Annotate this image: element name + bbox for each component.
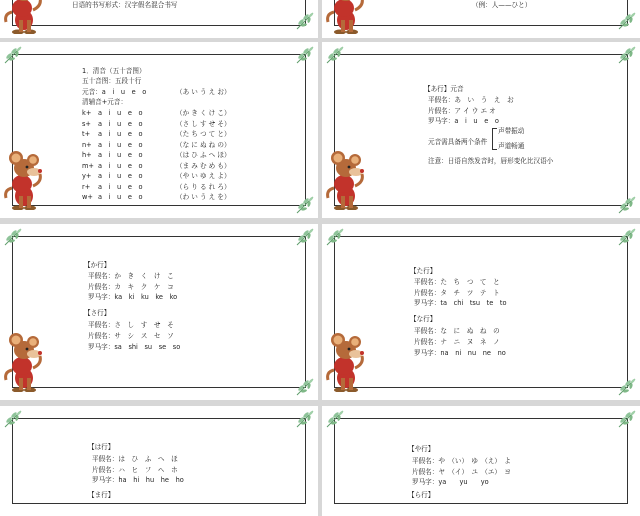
leaf-icon bbox=[324, 408, 346, 430]
row-consonant: y+ bbox=[82, 172, 92, 180]
row-kana: （わ い う え を） bbox=[176, 193, 231, 201]
row-vowels: a i u e o bbox=[98, 193, 143, 201]
hiragana-line: 平假名：あ い う え お bbox=[428, 96, 514, 104]
row-vowels: a i u e o bbox=[98, 172, 143, 180]
row-kana: （ら り る れ ろ） bbox=[176, 182, 231, 191]
leaf-icon bbox=[294, 44, 316, 66]
romaji-line: 罗马字：ha hi hu he ho bbox=[92, 476, 184, 484]
row-kana: （は ひ ふ へ ほ） bbox=[176, 151, 231, 159]
leaf-icon bbox=[616, 194, 638, 216]
row-kana: （か き く け こ） bbox=[176, 109, 231, 117]
heading: 【ら行】 bbox=[408, 491, 435, 499]
row-kana: （や い ゆ え よ） bbox=[176, 172, 231, 180]
slide-frame bbox=[334, 54, 628, 206]
row-consonant: h+ bbox=[82, 151, 92, 159]
row-consonant: t+ bbox=[82, 130, 91, 138]
mouse-illustration bbox=[322, 0, 366, 34]
leaf-icon bbox=[616, 376, 638, 398]
row-vowels: a i u e o bbox=[98, 140, 143, 149]
katakana-line: 片假名：タ チ ツ テ ト bbox=[414, 289, 500, 297]
mouse-illustration bbox=[0, 0, 44, 34]
row-kana: （さ し す せ そ） bbox=[176, 119, 231, 128]
leaf-icon bbox=[2, 44, 24, 66]
slide-5[interactable] bbox=[0, 224, 318, 400]
note: 注意：日语自然发音时，唇形变化比汉语小 bbox=[428, 157, 554, 165]
romaji-line: 罗马字：ka ki ku ke ko bbox=[88, 293, 178, 301]
row-consonant: n+ bbox=[82, 140, 92, 149]
row-vowels: a i u e o bbox=[98, 161, 143, 170]
slide-text: （例：人——ひと） bbox=[472, 1, 532, 9]
heading: 【は行】 bbox=[88, 443, 115, 451]
row-kana: （た ち つ て と） bbox=[176, 130, 231, 138]
katakana-line: 片假名：カ キ ク ケ コ bbox=[88, 283, 174, 291]
slide-text: 日语的书写形式：汉字假名混合书写 bbox=[72, 1, 178, 9]
slide-2[interactable] bbox=[322, 0, 640, 38]
katakana-line: 片假名：サ シ ス セ ソ bbox=[88, 332, 174, 340]
condition-1: 声带振动 bbox=[498, 127, 525, 135]
condition-label: 元音需具备两个条件 bbox=[428, 138, 488, 146]
leaf-icon bbox=[616, 10, 638, 32]
hiragana-line: 平假名：や （い） ゆ （え） よ bbox=[412, 457, 511, 465]
condition-2: 声道畅通 bbox=[498, 142, 525, 150]
leaf-icon bbox=[2, 226, 24, 248]
katakana-line: 片假名：ハ ヒ フ ヘ ホ bbox=[92, 466, 178, 474]
leaf-icon bbox=[2, 408, 24, 430]
heading: 【た行】 bbox=[410, 267, 437, 275]
leaf-icon bbox=[294, 408, 316, 430]
row-vowels: a i u e o bbox=[98, 109, 143, 117]
romaji-line: 罗马字：na ni nu ne no bbox=[414, 349, 506, 357]
row-consonant: w+ bbox=[82, 193, 93, 201]
row-consonant: s+ bbox=[82, 119, 91, 128]
line: 五十音图：五段十行 bbox=[82, 77, 142, 85]
romaji-line: 罗马字：ta chi tsu te to bbox=[414, 299, 507, 307]
leaf-icon bbox=[294, 376, 316, 398]
leaf-icon bbox=[294, 194, 316, 216]
row-vowels: a i u e o bbox=[98, 119, 143, 128]
mouse-illustration bbox=[322, 138, 366, 210]
slide-3[interactable] bbox=[0, 42, 318, 218]
katakana-line: 片假名：ナ ニ ヌ ネ ノ bbox=[414, 338, 500, 346]
hiragana-line: 平假名：な に ぬ ね の bbox=[414, 327, 500, 335]
slide-frame bbox=[12, 236, 306, 388]
row-kana: （な に ぬ ね の） bbox=[176, 140, 231, 149]
slide-frame bbox=[334, 236, 628, 388]
hiragana-line: 平假名：た ち つ て と bbox=[414, 278, 500, 286]
leaf-icon bbox=[294, 10, 316, 32]
leaf-icon bbox=[616, 44, 638, 66]
slide-frame bbox=[12, 54, 306, 206]
heading: 【あ行】元音 bbox=[424, 85, 464, 93]
slide-1[interactable] bbox=[0, 0, 318, 38]
row-consonant: r+ bbox=[82, 182, 91, 191]
leaf-icon bbox=[324, 44, 346, 66]
heading: 【な行】 bbox=[410, 315, 437, 323]
heading: 【さ行】 bbox=[84, 309, 111, 317]
romaji-line: 罗马字：sa shi su se so bbox=[88, 343, 181, 351]
row-consonant: k+ bbox=[82, 109, 92, 117]
row-vowels: a i u e o bbox=[98, 182, 143, 191]
heading: 【ま行】 bbox=[88, 491, 115, 499]
row-kana: （ま み む め も） bbox=[176, 161, 231, 170]
mouse-illustration bbox=[322, 320, 366, 392]
hiragana-line: 平假名：さ し す せ そ bbox=[88, 321, 174, 329]
brace bbox=[492, 128, 497, 150]
hiragana-line: 平假名：か き く け こ bbox=[88, 272, 174, 280]
leaf-icon bbox=[324, 226, 346, 248]
romaji-line: 罗马字：a i u e o bbox=[428, 117, 499, 125]
row-consonant: m+ bbox=[82, 161, 94, 170]
leaf-icon bbox=[616, 408, 638, 430]
row-vowels: a i u e o bbox=[98, 151, 143, 159]
vowel-kana: （あ い う え お） bbox=[176, 88, 231, 96]
katakana-line: 片假名：ヤ （イ） ユ （エ） ヨ bbox=[412, 468, 511, 476]
slide-4[interactable] bbox=[322, 42, 640, 218]
hiragana-line: 平假名：は ひ ふ へ ほ bbox=[92, 455, 178, 463]
vowel-label: 元音：a i u e o bbox=[82, 88, 147, 96]
leaf-icon bbox=[616, 226, 638, 248]
katakana-line: 片假名：ア イ ウ エ オ bbox=[428, 107, 496, 115]
heading: 1．清音（五十音图） bbox=[82, 67, 146, 75]
leaf-icon bbox=[294, 226, 316, 248]
mouse-illustration bbox=[0, 320, 44, 392]
heading: 【や行】 bbox=[408, 445, 435, 453]
slide-6[interactable] bbox=[322, 224, 640, 400]
combo-label: 清辅音+元音： bbox=[82, 98, 128, 106]
row-vowels: a i u e o bbox=[98, 130, 143, 138]
heading: 【か行】 bbox=[84, 261, 111, 269]
mouse-illustration bbox=[0, 138, 44, 210]
romaji-line: 罗马字：ya yu yo bbox=[412, 478, 489, 486]
